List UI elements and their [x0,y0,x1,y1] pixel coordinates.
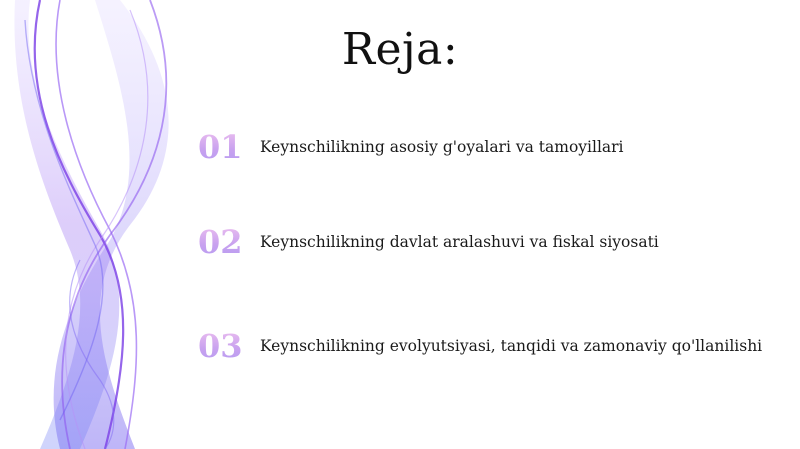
agenda-item-number: 03 [198,326,260,366]
smoke-ribbon-icon [0,0,210,449]
agenda-item-text: Keynschilikning asosiy g'oyalari va tamoyillari [260,138,624,156]
agenda-item [198,222,659,262]
slide-title: Reja: [341,24,459,75]
agenda-item-text: Keynschilikning davlat aralashuvi va fiskal siyosati [260,233,659,251]
agenda-item-number: 02 [198,222,260,262]
agenda-item [198,127,624,167]
agenda-item-text: Keynschilikning evolyutsiyasi, tanqidi va zamonaviy qo'llanilishi [260,337,763,355]
agenda-item [198,326,762,366]
agenda-item-number: 01 [198,127,260,167]
